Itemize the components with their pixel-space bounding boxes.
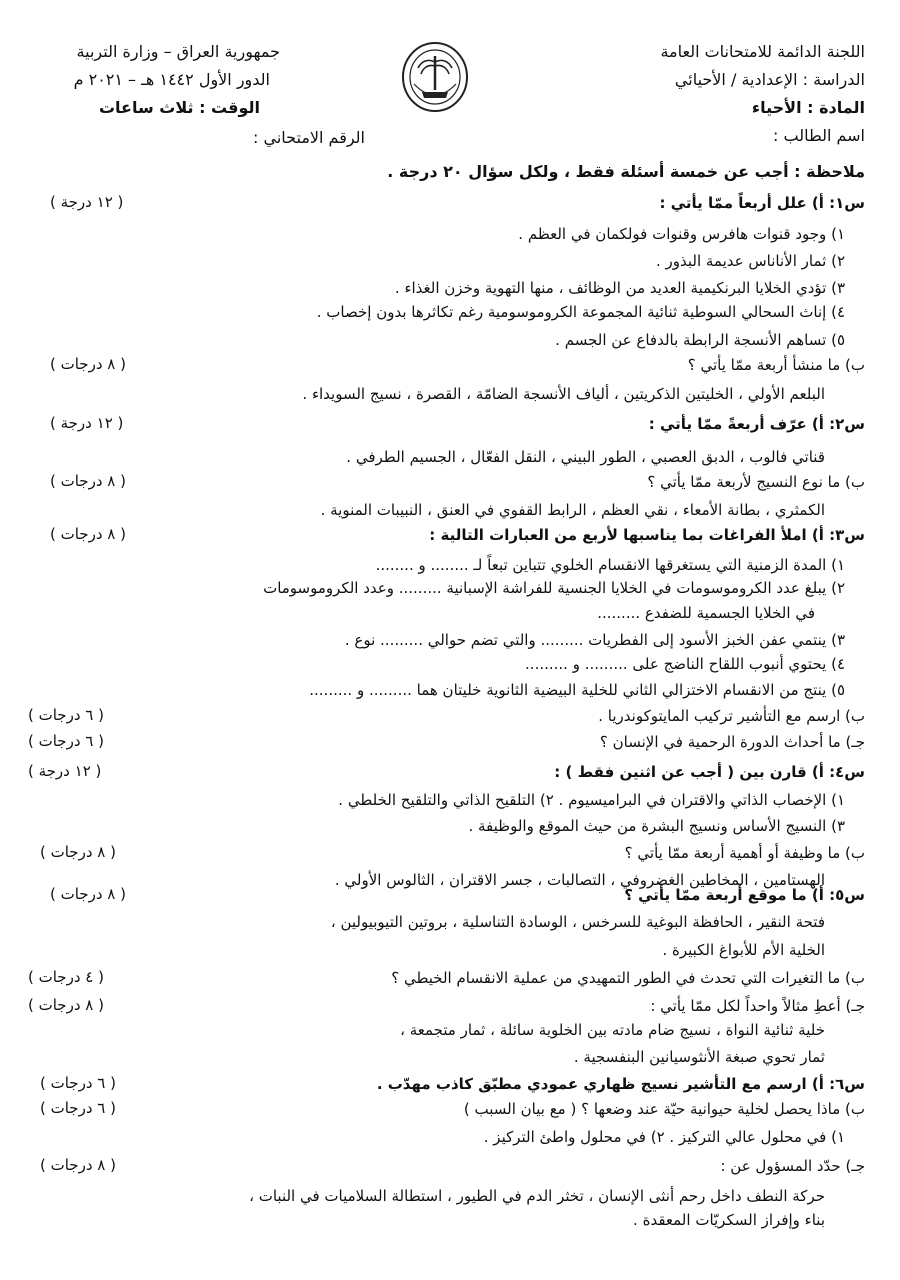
question-line: س٤: أ) قارن بين ( أجب عن اثنين فقط ) : (554, 763, 865, 781)
question-line: ٣) ينتمي عفن الخبز الأسود إلى الفطريات ......... والتي تضم حوالي ......... نوع . (344, 631, 845, 649)
marks-label: ( ٨ درجات ) (50, 355, 126, 373)
committee-title: اللجنة الدائمة للامتحانات العامة (660, 42, 865, 61)
marks-label: ( ٦ درجات ) (28, 732, 104, 750)
iraq-emblem-icon (400, 40, 470, 114)
question-line: في الخلايا الجسمية للضفدع ......... (597, 604, 815, 622)
session-date: الدور الأول ١٤٤٢ هـ – ٢٠٢١ م (73, 70, 270, 89)
question-line: س٦: أ) ارسم مع التأشير نسيج ظهاري عمودي مطبّق كاذب مهدّب . (376, 1075, 865, 1093)
marks-label: ( ١٢ درجة ) (50, 193, 124, 211)
study-branch: الدراسة : الإعدادية / الأحيائي (674, 70, 865, 89)
question-line: س٣: أ) املأ الفراغات بما يناسبها لأربع من العبارات التالية : (429, 526, 865, 544)
question-line: ب) ما وظيفة أو أهمية أربعة ممّا يأتي ؟ (624, 844, 865, 862)
question-line: ١) الإخصاب الذاتي والاقتران في البراميسيوم . ٢) التلقيح الذاتي والتلقيح الخلطي . (338, 791, 845, 809)
question-line: جـ) حدّد المسؤول عن : (720, 1157, 865, 1175)
question-line: الهستامين ، المخاطين الغضروفي ، التصالبات ، جسر الاقتران ، الثالوس الأولي . (334, 871, 825, 889)
question-line: س١: أ) علل أربعاً ممّا يأتي : (659, 194, 865, 212)
marks-label: ( ٨ درجات ) (50, 472, 126, 490)
question-line: الخلية الأم للأبواغ الكبيرة . (662, 941, 825, 959)
question-line: ب) ماذا يحصل لخلية حيوانية حيّة عند وضعها ؟ ( مع بيان السبب ) (463, 1100, 865, 1118)
question-line: ١) وجود قنوات هافرس وقنوات فولكمان في العظم . (518, 225, 845, 243)
marks-label: ( ٨ درجات ) (40, 1156, 116, 1174)
question-line: ٣) النسيج الأساس ونسيج البشرة من حيث الموقع والوظيفة . (468, 817, 845, 835)
question-line: ٤) يحتوي أنبوب اللقاح الناضج على ......... و ......... (525, 655, 845, 673)
subject: المادة : الأحياء (751, 98, 865, 117)
marks-label: ( ٦ درجات ) (40, 1099, 116, 1117)
question-line: جـ) ما أحداث الدورة الرحمية في الإنسان ؟ (599, 733, 865, 751)
instructions-note: ملاحظة : أجب عن خمسة أسئلة فقط ، ولكل سؤال ٢٠ درجة . (387, 162, 865, 181)
question-line: ٤) إناث السحالي السوطية ثنائية المجموعة الكروموسومية رغم تكاثرها بدون إخصاب . (316, 303, 845, 321)
marks-label: ( ٤ درجات ) (28, 968, 104, 986)
question-line: ١) في محلول عالي التركيز . ٢) في محلول واطئ التركيز . (483, 1128, 845, 1146)
exam-number-label: الرقم الامتحاني : (253, 128, 365, 147)
marks-label: ( ١٢ درجة ) (50, 414, 124, 432)
marks-label: ( ٨ درجات ) (50, 525, 126, 543)
question-line: حركة النطف داخل رحم أنثى الإنسان ، تخثر الدم في الطيور ، استطالة السلاميات في النبات ، (249, 1187, 825, 1205)
question-line: ٥) تساهم الأنسجة الرابطة بالدفاع عن الجسم . (555, 331, 845, 349)
question-line: قناتي فالوب ، الدبق العصبي ، الطور البيني ، النقل الفعّال ، الجسيم الطرفي . (346, 448, 825, 466)
question-line: الكمثري ، بطانة الأمعاء ، نقي العظم ، الرابط القفوي في العنق ، النبيبات المنوية . (320, 501, 825, 519)
question-line: ٢) يبلغ عدد الكروموسومات في الخلايا الجنسية للفراشة الإسبانية ......... وعدد الكروموسومات (263, 579, 845, 597)
question-line: خلية ثنائية النواة ، نسيج ضام مادته بين الخلوية سائلة ، ثمار متجمعة ، (400, 1021, 825, 1039)
question-line: ١) المدة الزمنية التي يستغرقها الانقسام الخلوي تتباين تبعاً لـ ........ و ........ (375, 556, 845, 574)
question-line: ٥) ينتج من الانقسام الاختزالي الثاني للخلية البيضية الثانوية خليتان هما ......... و ......... (309, 681, 845, 699)
question-line: ثمار تحوي صبغة الأنثوسيانين البنفسجية . (573, 1048, 825, 1066)
question-line: ٣) تؤدي الخلايا البرنكيمية العديد من الوظائف ، منها التهوية وخزن الغذاء . (394, 279, 845, 297)
question-line: جـ) أعطِ مثالاً واحداً لكل ممّا يأتي : (650, 997, 865, 1015)
marks-label: ( ١٢ درجة ) (28, 762, 102, 780)
question-line: بناء وإفراز السكريّات المعقدة . (633, 1211, 825, 1229)
question-line: س٢: أ) عرّف أربعةً ممّا يأتي : (648, 415, 865, 433)
marks-label: ( ٨ درجات ) (50, 885, 126, 903)
question-line: ب) ما التغيرات التي تحدث في الطور التمهيدي من عملية الانقسام الخيطي ؟ (391, 969, 865, 987)
question-line: ب) ارسم مع التأشير تركيب المايتوكوندريا . (598, 707, 865, 725)
question-line: س٥: أ) ما موقع أربعة ممّا يأتي ؟ (624, 886, 865, 904)
marks-label: ( ٦ درجات ) (40, 1074, 116, 1092)
marks-label: ( ٨ درجات ) (40, 843, 116, 861)
question-line: ب) ما منشأ أربعة ممّا يأتي ؟ (687, 356, 865, 374)
marks-label: ( ٦ درجات ) (28, 706, 104, 724)
question-line: فتحة النقير ، الحافظة البوغية للسرخس ، الوسادة التناسلية ، بروتين التيوبيولين ، (330, 913, 825, 931)
question-line: البلعم الأولي ، الخليتين الذكريتين ، ألياف الأنسجة الضامّة ، القصرة ، نسيج السويداء . (302, 385, 825, 403)
ministry-title: جمهورية العراق – وزارة التربية (76, 42, 280, 61)
question-line: ب) ما نوع النسيج لأربعة ممّا يأتي ؟ (647, 473, 865, 491)
question-line: ٢) ثمار الأناناس عديمة البذور . (655, 252, 845, 270)
exam-duration: الوقت : ثلاث ساعات (98, 98, 260, 117)
student-name-label: اسم الطالب : (773, 126, 865, 145)
marks-label: ( ٨ درجات ) (28, 996, 104, 1014)
